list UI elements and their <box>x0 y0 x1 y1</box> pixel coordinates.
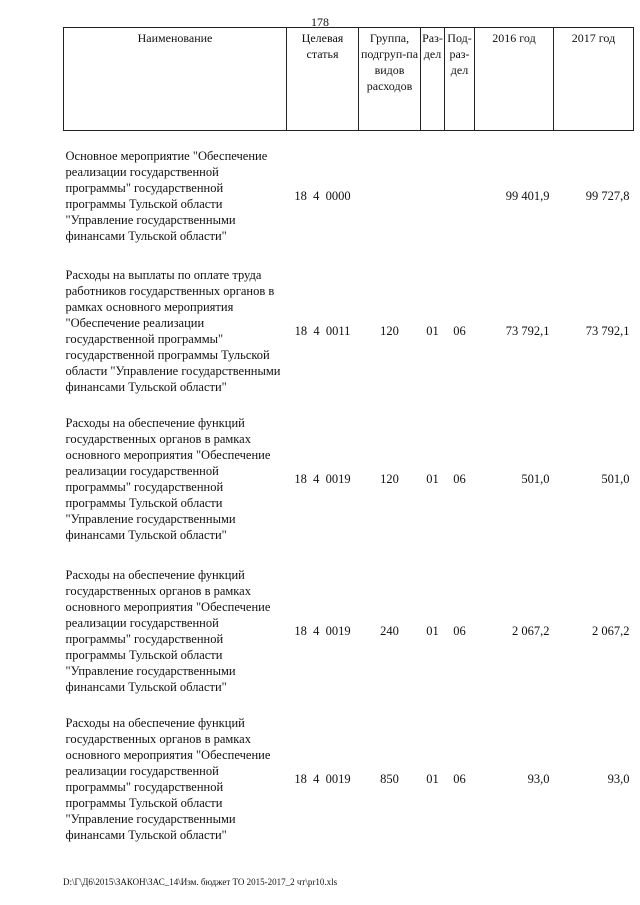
row-name: Расходы на обеспечение функций государственных органов в рамках основного мероприятия "Обеспечение реализации государственной программы" государственной программы Тульской области "Управление государственными финансами Тульской области" <box>65 716 271 842</box>
row-2016: 73 792,1 <box>505 324 550 338</box>
footer-file-path: D:\Г\Д6\2015\ЗАКОН\ЗАС_14\Изм. бюджет ТО 2015-2017_2 чт\pr10.xls <box>63 877 338 887</box>
col-header-target: Целевая статья <box>287 28 359 131</box>
row-target: 18 4 0011 <box>294 324 351 338</box>
row-group: 850 <box>380 772 399 786</box>
table-header-row <box>64 28 634 131</box>
col-header-group: Группа, подгруп-па видов расходов <box>359 28 421 131</box>
row-name: Расходы на обеспечение функций государственных органов в рамках основного мероприятия "Обеспечение реализации государственной программы" государственной программы Тульской области "Управление государственными финансами Тульской области" <box>65 568 271 694</box>
row-subsection: 06 <box>453 772 466 786</box>
row-2017: 73 792,1 <box>585 324 630 338</box>
row-name: Расходы на обеспечение функций государственных органов в рамках основного мероприятия "Обеспечение реализации государственной программы" государственной программы Тульской области "Управление государственными финансами Тульской области" <box>65 416 271 542</box>
table-row <box>64 257 634 405</box>
row-section: 01 <box>426 624 439 638</box>
row-section: 01 <box>426 472 439 486</box>
row-group: 240 <box>380 624 399 638</box>
row-group: 120 <box>380 324 399 338</box>
row-target: 18 4 0019 <box>294 772 351 786</box>
col-header-subsection: Под-раз-дел <box>445 28 475 131</box>
row-2016: 99 401,9 <box>505 189 550 203</box>
col-header-name: Наименование <box>64 28 287 131</box>
table-row <box>64 411 634 547</box>
row-subsection: 06 <box>453 472 466 486</box>
row-2016: 2 067,2 <box>512 624 550 638</box>
col-header-2017: 2017 год <box>554 28 634 131</box>
row-group: 120 <box>380 472 399 486</box>
row-2017: 2 067,2 <box>592 624 630 638</box>
row-subsection <box>445 141 475 251</box>
row-group <box>359 141 421 251</box>
row-section: 01 <box>426 324 439 338</box>
row-subsection: 06 <box>453 624 466 638</box>
col-header-section: Раз-дел <box>421 28 445 131</box>
row-name: Основное мероприятие "Обеспечение реализации государственной программы" государственной программы Тульской области "Управление государственными финансами Тульской области" <box>65 149 268 243</box>
row-target: 18 4 0000 <box>294 189 351 203</box>
row-section: 01 <box>426 772 439 786</box>
row-name: Расходы на выплаты по оплате труда работников государственных органов в рамках основного мероприятия "Обеспечение реализации государственной программы" государственной программы Тульской области "Управление государственными финансами Тульской области" <box>65 268 281 394</box>
row-2017: 93,0 <box>607 772 630 786</box>
table-row <box>64 141 634 251</box>
row-target: 18 4 0019 <box>294 472 351 486</box>
row-2017: 99 727,8 <box>585 189 630 203</box>
table-row <box>64 567 634 695</box>
budget-table <box>63 27 634 843</box>
col-header-2016: 2016 год <box>475 28 554 131</box>
row-2016: 93,0 <box>527 772 550 786</box>
page-number: 178 <box>311 15 329 29</box>
row-2016: 501,0 <box>521 472 550 486</box>
row-section <box>421 141 445 251</box>
row-target: 18 4 0019 <box>294 624 351 638</box>
row-2017: 501,0 <box>601 472 630 486</box>
row-subsection: 06 <box>453 324 466 338</box>
table-row <box>64 715 634 843</box>
